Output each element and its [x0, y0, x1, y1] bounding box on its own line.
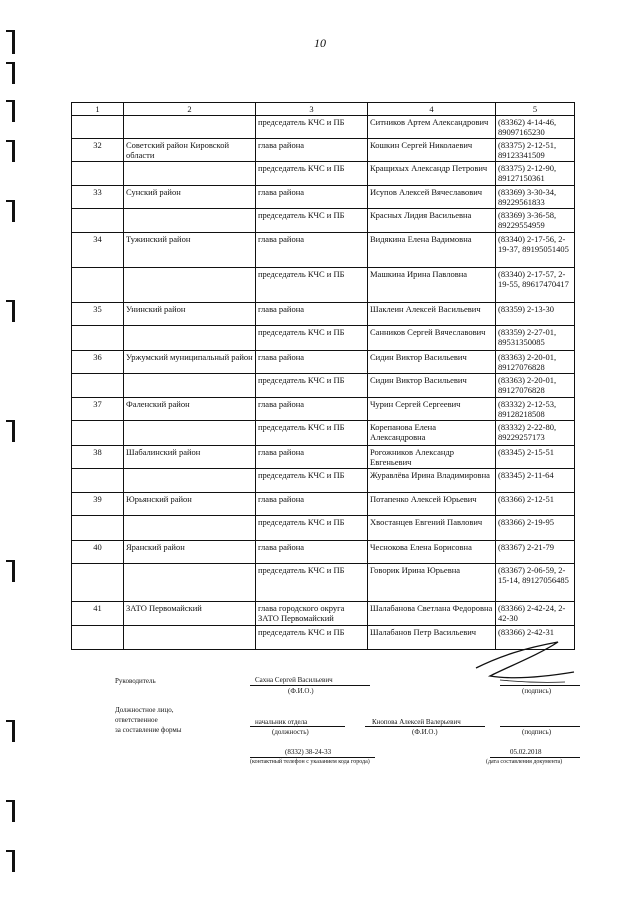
position-cell: председатель КЧС и ПБ	[256, 374, 368, 398]
row-number-cell: 32	[72, 139, 124, 162]
phone-cell: (83369) 3-36-58, 89229554959	[496, 209, 575, 233]
district-cell: Уржумский муниципальный район	[124, 351, 256, 374]
binder-mark	[12, 720, 15, 742]
position-cell: председатель КЧС и ПБ	[256, 116, 368, 139]
row-number-cell	[72, 268, 124, 303]
phone-cell: (83332) 2-12-53, 89128218508	[496, 398, 575, 421]
head-name-line	[250, 685, 370, 686]
table-row	[72, 602, 575, 626]
name-cell: Хвостанцев Евгений Павлович	[368, 516, 496, 541]
table-row	[72, 186, 575, 209]
row-number-cell	[72, 162, 124, 186]
name-cell: Шалабанова Светлана Федоровна	[368, 602, 496, 626]
district-cell	[124, 326, 256, 351]
position-cell: глава района	[256, 139, 368, 162]
district-cell	[124, 564, 256, 602]
binder-mark	[12, 850, 15, 872]
table-row	[72, 446, 575, 469]
district-cell	[124, 209, 256, 233]
resp-position: начальник отдела	[255, 718, 308, 726]
row-number-cell: 35	[72, 303, 124, 326]
table-row	[72, 351, 575, 374]
name-cell: Шаклеин Алексей Васильевич	[368, 303, 496, 326]
position-cell: председатель КЧС и ПБ	[256, 469, 368, 493]
name-cell: Ситников Артем Александрович	[368, 116, 496, 139]
resp-name: Кнопова Алексей Валерьевич	[372, 718, 461, 726]
resp-label: ответственное	[115, 716, 158, 724]
row-number-cell	[72, 469, 124, 493]
resp-signature-line	[500, 726, 580, 727]
binder-mark	[12, 100, 15, 122]
row-number-cell: 40	[72, 541, 124, 564]
phone-cell: (83340) 2-17-57, 2-19-55, 89617470417	[496, 268, 575, 303]
row-number-cell: 33	[72, 186, 124, 209]
phone-cell: (83332) 2-22-80, 89229257173	[496, 421, 575, 446]
signature-caption: (подпись)	[522, 687, 552, 695]
phone-cell: (83367) 2-06-59, 2-15-14, 89127056485	[496, 564, 575, 602]
position-cell: глава района	[256, 493, 368, 516]
name-cell: Санников Сергей Вячеславович	[368, 326, 496, 351]
district-cell: Тужинский район	[124, 233, 256, 268]
table-row	[72, 493, 575, 516]
row-number-cell: 34	[72, 233, 124, 268]
district-cell	[124, 374, 256, 398]
phone-cell: (83369) 3-30-34, 89229561833	[496, 186, 575, 209]
name-cell: Журавлёва Ирина Владимировна	[368, 469, 496, 493]
head-label: Руководитель	[115, 677, 156, 685]
table-row	[72, 469, 575, 493]
table-row	[72, 116, 575, 139]
table-row	[72, 421, 575, 446]
column-header: 3	[256, 103, 368, 116]
district-cell	[124, 162, 256, 186]
district-cell: Яранский район	[124, 541, 256, 564]
name-cell: Корепанова Елена Александровна	[368, 421, 496, 446]
table-row	[72, 326, 575, 351]
name-cell: Чурин Сергей Сергеевич	[368, 398, 496, 421]
row-number-cell	[72, 421, 124, 446]
fio-caption: (Ф.И.О.)	[288, 687, 314, 695]
table-row	[72, 516, 575, 541]
position-cell: председатель КЧС и ПБ	[256, 268, 368, 303]
phone-cell: (83366) 2-12-51	[496, 493, 575, 516]
name-cell: Чесноковa Елена Борисовна	[368, 541, 496, 564]
row-number-cell: 39	[72, 493, 124, 516]
binder-mark	[12, 800, 15, 822]
table-row	[72, 209, 575, 233]
table-row	[72, 303, 575, 326]
position-cell: глава района	[256, 233, 368, 268]
row-number-cell	[72, 374, 124, 398]
position-cell: председатель КЧС и ПБ	[256, 162, 368, 186]
head-name: Сахна Сергей Васильевич	[255, 676, 333, 684]
name-cell: Исупов Алексей Вячеславович	[368, 186, 496, 209]
name-cell: Кращихых Александр Петрович	[368, 162, 496, 186]
row-number-cell	[72, 326, 124, 351]
row-number-cell	[72, 626, 124, 650]
signature-mark	[470, 636, 580, 691]
name-cell: Говорик Ирина Юрьевна	[368, 564, 496, 602]
position-cell: глава района	[256, 351, 368, 374]
resp-label: Должностное лицо,	[115, 706, 174, 714]
row-number-cell: 38	[72, 446, 124, 469]
table-row	[72, 139, 575, 162]
position-cell: председатель КЧС и ПБ	[256, 564, 368, 602]
binder-mark	[12, 62, 15, 84]
row-number-cell: 41	[72, 602, 124, 626]
name-cell: Шалабанов Петр Васильевич	[368, 626, 496, 650]
position-cell: председатель КЧС и ПБ	[256, 209, 368, 233]
position-cell: председатель КЧС и ПБ	[256, 326, 368, 351]
table-row	[72, 374, 575, 398]
page-number: 10	[314, 36, 326, 50]
phone-cell: (83366) 2-42-24, 2-42-30	[496, 602, 575, 626]
name-cell: Потапенко Алексей Юрьевич	[368, 493, 496, 516]
position-cell: председатель КЧС и ПБ	[256, 421, 368, 446]
phone-cell: (83362) 4-14-46, 89097165230	[496, 116, 575, 139]
position-cell: глава района	[256, 398, 368, 421]
table-row	[72, 162, 575, 186]
phone-cell: (83367) 2-21-79	[496, 541, 575, 564]
district-cell: Юрьянский район	[124, 493, 256, 516]
position-caption: (должность)	[272, 728, 309, 736]
position-cell: глава района	[256, 446, 368, 469]
table-row	[72, 398, 575, 421]
district-cell	[124, 421, 256, 446]
resp-position-line	[250, 726, 345, 727]
phone-cell: (83345) 2-15-51	[496, 446, 575, 469]
district-cell: Унинский район	[124, 303, 256, 326]
phone-caption: (контактный телефон с указанием кода города)	[250, 759, 370, 765]
name-cell: Рогожников Александр Евгеньевич	[368, 446, 496, 469]
date-line	[490, 757, 580, 758]
phone-cell: (83366) 2-19-95	[496, 516, 575, 541]
district-cell	[124, 469, 256, 493]
binder-mark	[12, 420, 15, 442]
phone-cell: (83366) 2-42-31	[496, 626, 575, 650]
binder-mark	[12, 140, 15, 162]
resp-label: за составление формы	[115, 726, 182, 734]
row-number-cell	[72, 116, 124, 139]
district-cell: Шабалинский район	[124, 446, 256, 469]
name-cell: Кошкин Сергей Николаевич	[368, 139, 496, 162]
table-header-row	[72, 103, 575, 116]
phone-cell: (83340) 2-17-56, 2-19-37, 89195051405	[496, 233, 575, 268]
contacts-table	[71, 102, 575, 650]
name-cell: Красных Лидия Васильевна	[368, 209, 496, 233]
district-cell	[124, 268, 256, 303]
phone-cell: (83345) 2-11-64	[496, 469, 575, 493]
column-header: 1	[72, 103, 124, 116]
phone-cell: (83363) 2-20-01, 89127076828	[496, 351, 575, 374]
position-cell: глава района	[256, 303, 368, 326]
name-cell: Сидин Виктор Васильевич	[368, 374, 496, 398]
column-header: 4	[368, 103, 496, 116]
name-cell: Машкина Ирина Павловна	[368, 268, 496, 303]
position-cell: глава района	[256, 186, 368, 209]
position-cell: глава района	[256, 541, 368, 564]
district-cell	[124, 516, 256, 541]
table-row	[72, 233, 575, 268]
district-cell	[124, 116, 256, 139]
phone: (8332) 38-24-33	[285, 748, 332, 756]
phone-cell: (83375) 2-12-51, 89123341509	[496, 139, 575, 162]
column-header: 2	[124, 103, 256, 116]
district-cell: Сунский район	[124, 186, 256, 209]
position-cell: председатель КЧС и ПБ	[256, 516, 368, 541]
date: 05.02.2018	[510, 748, 542, 756]
district-cell	[124, 626, 256, 650]
row-number-cell: 36	[72, 351, 124, 374]
position-cell: председатель КЧС и ПБ	[256, 626, 368, 650]
row-number-cell: 37	[72, 398, 124, 421]
binder-mark	[12, 200, 15, 222]
district-cell: Советский район Кировской области	[124, 139, 256, 162]
resp-fio-caption: (Ф.И.О.)	[412, 728, 438, 736]
resp-name-line	[365, 726, 485, 727]
district-cell: Фаленский район	[124, 398, 256, 421]
position-cell: глава городского округа ЗАТО Первомайский	[256, 602, 368, 626]
phone-cell: (83375) 2-12-90, 89127150361	[496, 162, 575, 186]
name-cell: Сидин Виктор Васильевич	[368, 351, 496, 374]
table-row	[72, 268, 575, 303]
name-cell: Видякина Елена Вадимовна	[368, 233, 496, 268]
resp-sign-caption: (подпись)	[522, 728, 552, 736]
date-caption: (дата составления документа)	[486, 759, 563, 765]
phone-line	[250, 757, 375, 758]
phone-cell: (83359) 2-27-01, 89531350085	[496, 326, 575, 351]
district-cell: ЗАТО Первомайский	[124, 602, 256, 626]
table-row	[72, 541, 575, 564]
column-header: 5	[496, 103, 575, 116]
table-row	[72, 564, 575, 602]
row-number-cell	[72, 564, 124, 602]
phone-cell: (83359) 2-13-30	[496, 303, 575, 326]
row-number-cell	[72, 516, 124, 541]
binder-mark	[12, 560, 15, 582]
phone-cell: (83363) 2-20-01, 89127076828	[496, 374, 575, 398]
binder-mark	[12, 300, 15, 322]
row-number-cell	[72, 209, 124, 233]
